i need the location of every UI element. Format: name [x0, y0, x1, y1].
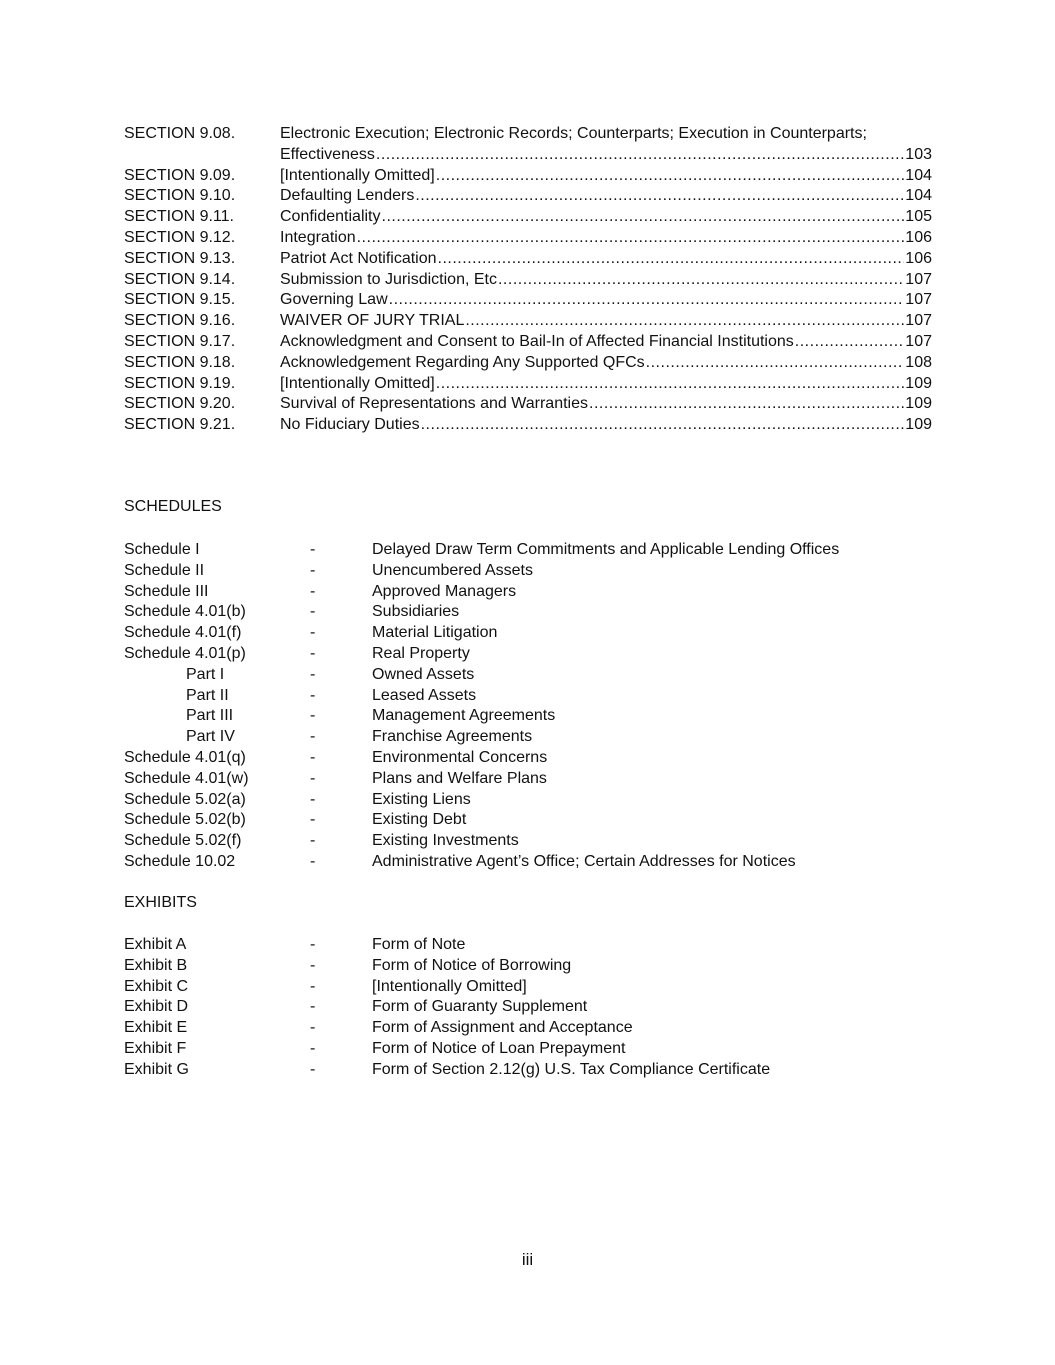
toc-section-number: SECTION 9.20.: [124, 395, 236, 413]
exhibit-description: Form of Notice of Borrowing: [372, 956, 572, 974]
toc-section-number: SECTION 9.12.: [124, 228, 236, 246]
list-item: [124, 852, 904, 873]
toc-title: Patriot Act Notification: [280, 249, 437, 267]
toc-leader-dots: [498, 270, 904, 291]
schedule-description: Unencumbered Assets: [372, 561, 533, 579]
toc-entry[interactable]: [124, 124, 932, 166]
toc-page-number: 109: [905, 374, 932, 392]
toc-entry[interactable]: [124, 166, 932, 187]
toc-page-number: 103: [905, 145, 932, 163]
toc-section-number: SECTION 9.16.: [124, 312, 236, 330]
toc-leader-dots: [795, 332, 905, 353]
toc-leader-dots: [357, 228, 905, 249]
schedule-part-label: Part II: [186, 686, 229, 704]
toc-entry[interactable]: [124, 415, 932, 436]
list-item: [124, 1060, 904, 1081]
toc-title: Defaulting Lenders: [280, 187, 415, 205]
schedule-description: Approved Managers: [372, 582, 517, 600]
dash-separator: -: [310, 561, 316, 579]
list-item: [124, 540, 904, 561]
schedule-description: Management Agreements: [372, 707, 556, 725]
dash-separator: -: [310, 769, 316, 787]
list-item: [124, 997, 904, 1018]
toc-leader-dots: [436, 374, 905, 395]
toc-page-number: 108: [905, 353, 932, 371]
toc-section-number: SECTION 9.13.: [124, 249, 236, 267]
schedule-description: Leased Assets: [372, 686, 477, 704]
list-item: [124, 1018, 904, 1039]
toc-title: No Fiduciary Duties: [280, 416, 420, 434]
list-item: [124, 810, 904, 831]
schedule-label: Schedule 5.02(b): [124, 811, 246, 829]
list-item: [124, 748, 904, 769]
schedule-label: Schedule 4.01(p): [124, 644, 246, 662]
dash-separator: -: [310, 1019, 316, 1037]
toc-title: [Intentionally Omitted]: [280, 166, 435, 184]
schedule-label: Schedule 4.01(b): [124, 603, 246, 621]
toc-leader-dots: [382, 207, 905, 228]
dash-separator: -: [310, 686, 316, 704]
toc-page-number: 109: [905, 416, 932, 434]
list-item: [124, 831, 904, 852]
exhibits-heading: EXHIBITS: [124, 894, 197, 911]
toc-entry[interactable]: [124, 228, 932, 249]
list-item: [124, 1039, 904, 1060]
schedule-description: Delayed Draw Term Commitments and Applicable Lending Offices: [372, 541, 840, 558]
page-number: iii: [521, 1250, 534, 1269]
exhibit-description: Form of Guaranty Supplement: [372, 998, 588, 1016]
list-item: [124, 956, 904, 977]
toc-section-number: SECTION 9.09.: [124, 166, 236, 184]
exhibits-list: [124, 935, 904, 1081]
schedule-description: Material Litigation: [372, 624, 498, 642]
list-item: [124, 561, 904, 582]
schedule-description: Real Property: [372, 644, 470, 662]
dash-separator: -: [310, 1060, 316, 1078]
toc-entry[interactable]: [124, 332, 932, 353]
schedule-label: Schedule 10.02: [124, 852, 236, 870]
list-item: [124, 644, 904, 665]
toc-page-number: 104: [905, 166, 932, 184]
toc-title: Governing Law: [280, 291, 388, 309]
toc-title: Submission to Jurisdiction, Etc: [280, 270, 497, 288]
schedule-description: Franchise Agreements: [372, 728, 533, 746]
toc-section-number: SECTION 9.18.: [124, 353, 236, 371]
exhibit-label: Exhibit D: [124, 998, 189, 1016]
toc-title: Confidentiality: [280, 208, 381, 226]
dash-separator: -: [310, 790, 316, 808]
dash-separator: -: [310, 956, 316, 974]
toc-section-number: SECTION 9.10.: [124, 187, 236, 205]
list-item: [124, 935, 904, 956]
schedule-part-label: Part I: [186, 665, 225, 683]
toc-title: Effectiveness: [280, 145, 375, 163]
schedule-part-label: Part IV: [186, 728, 235, 746]
toc-entry[interactable]: [124, 394, 932, 415]
exhibit-description: Form of Section 2.12(g) U.S. Tax Compliance Certificate: [372, 1060, 771, 1078]
toc-section-number: SECTION 9.08.: [124, 125, 236, 142]
exhibit-label: Exhibit C: [124, 977, 189, 995]
dash-separator: -: [310, 977, 316, 995]
list-item: [124, 790, 904, 811]
schedule-description: Plans and Welfare Plans: [372, 769, 547, 787]
list-item: [124, 727, 904, 748]
toc-entry[interactable]: [124, 374, 932, 395]
toc-leader-dots: [589, 394, 904, 415]
schedule-description: Owned Assets: [372, 665, 475, 683]
toc-entry[interactable]: [124, 249, 932, 270]
toc-page-number: 106: [905, 249, 932, 267]
schedule-description: Administrative Agent’s Office; Certain Addresses for Notices: [372, 852, 796, 870]
exhibit-description: Form of Note: [372, 936, 466, 953]
toc-title: Survival of Representations and Warranties: [280, 395, 588, 413]
dash-separator: -: [310, 603, 316, 621]
dash-separator: -: [310, 1039, 316, 1057]
toc-title: Integration: [280, 228, 356, 246]
toc-leader-dots: [438, 249, 905, 270]
toc-title-line1: Electronic Execution; Electronic Records; Counterparts; Execution in Counterparts;: [280, 125, 867, 142]
toc-leader-dots: [415, 186, 904, 207]
toc-leader-dots: [465, 311, 904, 332]
dash-separator: -: [310, 936, 316, 953]
exhibit-description: [Intentionally Omitted]: [372, 977, 527, 995]
exhibit-label: Exhibit A: [124, 936, 187, 953]
schedule-label: Schedule I: [124, 541, 200, 558]
toc-page-number: 105: [905, 208, 932, 226]
toc-entry[interactable]: [124, 186, 932, 207]
schedule-description: Subsidiaries: [372, 603, 460, 621]
schedule-description: Existing Debt: [372, 811, 467, 829]
schedule-label: Schedule III: [124, 582, 209, 600]
toc-section-number: SECTION 9.21.: [124, 416, 236, 434]
toc-page-number: 106: [905, 228, 932, 246]
toc-page-number: 107: [905, 270, 932, 288]
schedule-description: Existing Investments: [372, 832, 519, 850]
exhibit-description: Form of Notice of Loan Prepayment: [372, 1039, 626, 1057]
dash-separator: -: [310, 541, 316, 558]
toc-page-number: 107: [905, 332, 932, 350]
toc-leader-dots: [389, 290, 905, 311]
list-item: [124, 686, 904, 707]
toc-list: [124, 124, 932, 436]
schedule-label: Schedule 5.02(a): [124, 790, 246, 808]
exhibit-label: Exhibit B: [124, 956, 188, 974]
toc-page-number: 107: [905, 312, 932, 330]
toc-leader-dots: [376, 145, 904, 166]
list-item: [124, 706, 904, 727]
list-item: [124, 582, 904, 603]
toc-title: Acknowledgment and Consent to Bail-In of Affected Financial Institutions: [280, 332, 794, 350]
schedules-heading: SCHEDULES: [124, 498, 222, 515]
dash-separator: -: [310, 832, 316, 850]
list-item: [124, 623, 904, 644]
dash-separator: -: [310, 748, 316, 766]
toc-section-number: SECTION 9.19.: [124, 374, 236, 392]
list-item: [124, 977, 904, 998]
schedule-label: Schedule 4.01(f): [124, 624, 242, 642]
schedule-label: Schedule 4.01(w): [124, 769, 249, 787]
dash-separator: -: [310, 728, 316, 746]
toc-section-number: SECTION 9.17.: [124, 332, 236, 350]
exhibit-label: Exhibit E: [124, 1019, 188, 1037]
toc-leader-dots: [646, 353, 905, 374]
toc-title: [Intentionally Omitted]: [280, 374, 435, 392]
schedule-description: Existing Liens: [372, 790, 471, 808]
schedules-list: [124, 540, 904, 873]
dash-separator: -: [310, 582, 316, 600]
toc-entry[interactable]: [124, 207, 932, 228]
toc-title: WAIVER OF JURY TRIAL: [280, 312, 465, 330]
dash-separator: -: [310, 644, 316, 662]
toc-leader-dots: [421, 415, 905, 436]
toc-entry[interactable]: [124, 290, 932, 311]
schedule-label: Schedule II: [124, 561, 205, 579]
toc-entry[interactable]: [124, 311, 932, 332]
schedule-description: Environmental Concerns: [372, 748, 548, 766]
dash-separator: -: [310, 998, 316, 1016]
exhibit-label: Exhibit G: [124, 1060, 189, 1078]
exhibit-label: Exhibit F: [124, 1039, 187, 1057]
dash-separator: -: [310, 707, 316, 725]
toc-page-number: 109: [905, 395, 932, 413]
toc-leader-dots: [436, 166, 905, 187]
list-item: [124, 769, 904, 790]
toc-title: Acknowledgement Regarding Any Supported QFCs: [280, 353, 645, 371]
toc-section-number: SECTION 9.11.: [124, 208, 234, 226]
toc-page-number: 104: [905, 187, 932, 205]
toc-section-number: SECTION 9.14.: [124, 270, 236, 288]
list-item: [124, 665, 904, 686]
schedule-label: Schedule 4.01(q): [124, 748, 246, 766]
dash-separator: -: [310, 624, 316, 642]
dash-separator: -: [310, 852, 316, 870]
schedule-label: Schedule 5.02(f): [124, 832, 242, 850]
toc-page-number: 107: [905, 291, 932, 309]
list-item: [124, 602, 904, 623]
dash-separator: -: [310, 665, 316, 683]
toc-section-number: SECTION 9.15.: [124, 291, 236, 309]
toc-entry[interactable]: [124, 270, 932, 291]
exhibit-description: Form of Assignment and Acceptance: [372, 1019, 633, 1037]
dash-separator: -: [310, 811, 316, 829]
toc-entry[interactable]: [124, 353, 932, 374]
schedule-part-label: Part III: [186, 707, 234, 725]
